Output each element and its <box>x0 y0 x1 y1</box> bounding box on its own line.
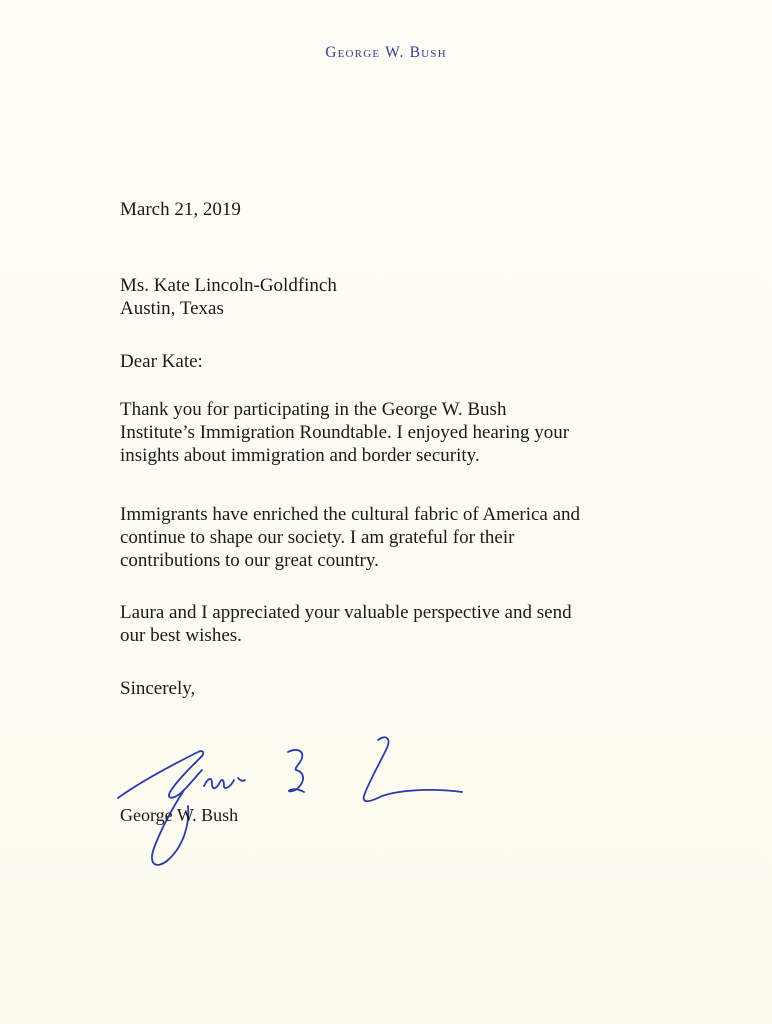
paragraph-1 <box>120 398 680 467</box>
paragraph-line: continue to shape our society. I am grateful for their <box>120 527 515 548</box>
paragraph-2 <box>120 503 680 572</box>
paragraph-line: Laura and I appreciated your valuable perspective and send <box>120 602 572 623</box>
letterhead: George W. Bush <box>325 44 447 61</box>
paragraph-line: our best wishes. <box>120 625 242 646</box>
paragraph-line: Institute’s Immigration Roundtable. I enjoyed hearing your <box>120 422 570 443</box>
paragraph-line: Immigrants have enriched the cultural fabric of America and <box>120 504 581 525</box>
closing: Sincerely, <box>120 678 196 699</box>
letter-date: March 21, 2019 <box>120 199 241 220</box>
paragraph-line: insights about immigration and border security. <box>120 445 480 466</box>
recipient-address <box>120 274 680 320</box>
recipient-location: Austin, Texas <box>120 298 224 319</box>
paragraph-line: contributions to our great country. <box>120 550 379 571</box>
salutation: Dear Kate: <box>120 351 203 372</box>
signer-name: George W. Bush <box>120 805 239 825</box>
paragraph-line: Thank you for participating in the George W. Bush <box>120 399 507 420</box>
paragraph-3 <box>120 601 680 647</box>
recipient-name: Ms. Kate Lincoln-Goldfinch <box>120 275 337 296</box>
